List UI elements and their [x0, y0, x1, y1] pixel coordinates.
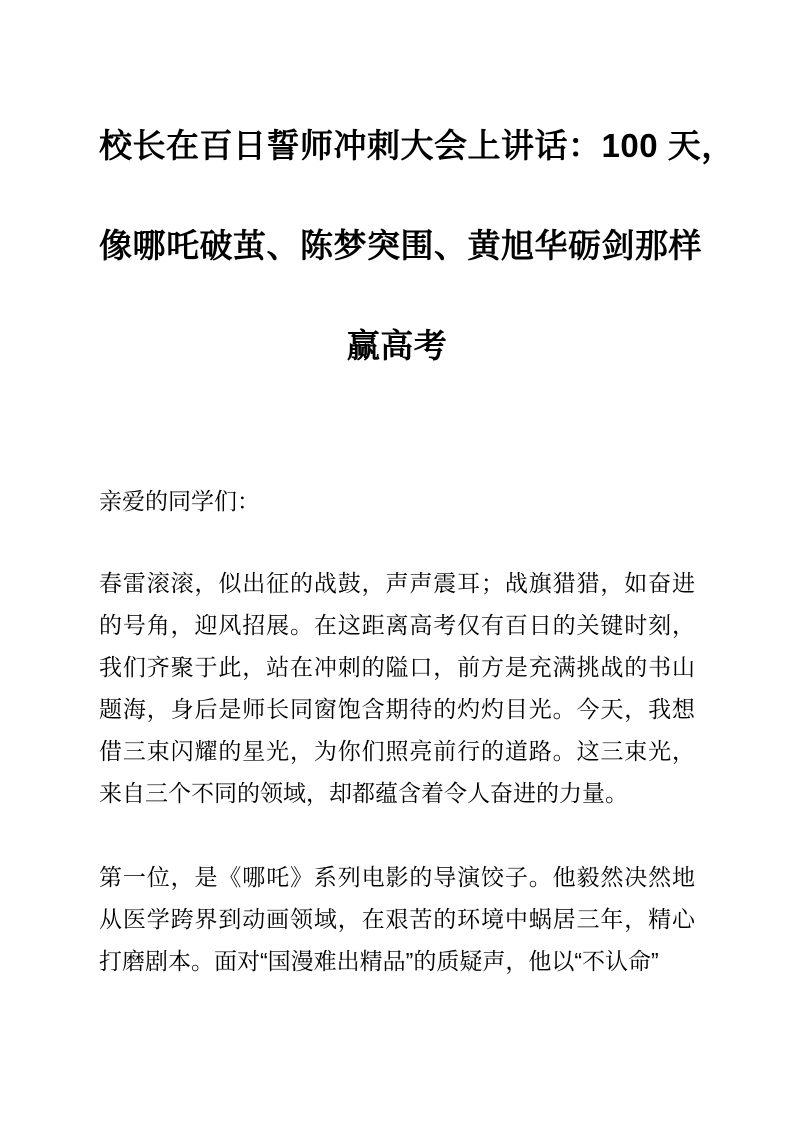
title-line-1: 校长在百日誓师冲刺大会上讲话：100 天，	[99, 127, 735, 164]
body-paragraph-1: 春雷滚滚，似出征的战鼓，声声震耳；战旗猎猎，如奋进的号角，迎风招展。在这距离高考仅有百日的关键时刻，我们齐聚于此，站在冲刺的隘口，前方是充满挑战的书山题海，身后是师长同窗饱含期待的灼灼目光。今天，我想借三束闪耀的星光，为你们照亮前行的道路。这三束光，来自三个不同的领域，却都蕴含着令人奋进的力量。	[99, 570, 695, 806]
body-paragraph-2: 第一位，是《哪吒》系列电影的导演饺子。他毅然决然地从医学跨界到动画领域，在艰苦的环境中蜗居三年，精心打磨剧本。面对“国漫难出精品”的质疑声，他以“不认命”	[99, 864, 695, 974]
document-content	[99, 96, 735, 982]
greeting-line: 亲爱的同学们：	[99, 488, 260, 514]
page-title	[99, 96, 735, 396]
title-line-3: 赢高考	[346, 327, 448, 364]
title-line-2: 像哪吒破茧、陈梦突围、黄旭华砺剑那样	[99, 227, 702, 264]
